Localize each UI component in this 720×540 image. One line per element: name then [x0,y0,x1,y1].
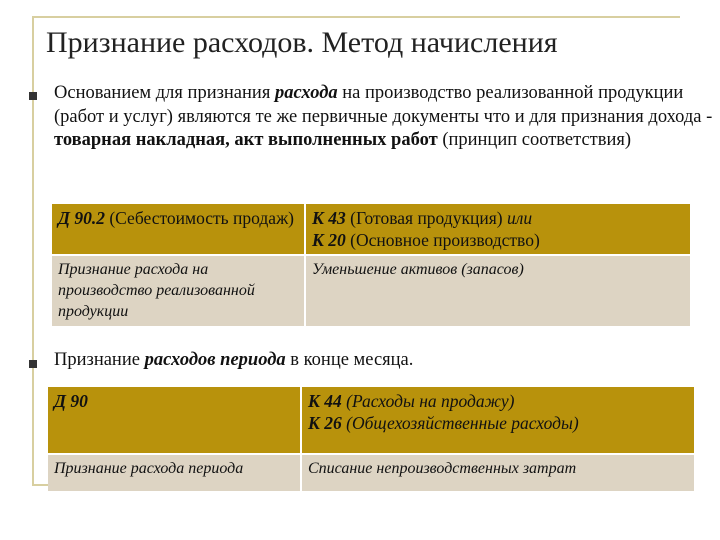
credit-account-43-name: (Готовая продукция) [345,208,507,228]
debit-cell [52,204,304,254]
debit-account: Д 90.2 [58,208,105,228]
posting-table-period-expenses [46,385,696,493]
debit-description: Признание расхода на производство реализованной продукции [52,256,304,326]
credit-cell [302,387,694,453]
or-connector: или [506,208,533,228]
para2-emphasis-period-expenses: расходов периода [144,350,286,370]
bullet-square-icon [29,92,37,100]
frame-left-line [32,16,34,486]
paragraph-period-expenses [54,350,413,371]
credit-account-44: К 44 [308,391,342,411]
credit-account-44-name: (Расходы на продажу) [341,391,515,411]
para1-text-3: (принцип соответствия) [437,130,632,150]
debit-description: Признание расхода периода [48,455,300,491]
frame-top-line [32,16,680,18]
para2-text-2: в конце месяца. [285,350,414,370]
para1-text-1: Основанием для признания [54,83,275,103]
debit-account: Д 90 [54,391,88,411]
para2-text-1: Признание [54,350,145,370]
para1-emphasis-expense: расхода [274,83,338,103]
slide-title: Признание расходов. Метод начисления [46,26,558,59]
posting-table-cost-of-sales [50,202,692,328]
credit-account-20: К 20 [312,230,346,250]
paragraph-basis [54,82,714,153]
credit-account-26-name: (Общехозяйственные расходы) [341,413,579,433]
bullet-square-icon [29,360,37,368]
para1-text-2: на производство реализованной продукции (работ и услуг) являются те же первичные документы что и для признания дохода - [54,83,713,127]
debit-cell [48,387,300,453]
debit-account-name: (Себестоимость продаж) [104,208,294,228]
credit-description: Уменьшение активов (запасов) [306,256,690,326]
credit-cell [306,204,690,254]
credit-account-43: К 43 [312,208,346,228]
para1-emphasis-documents: товарная накладная, акт выполненных работ [54,130,438,150]
credit-account-26: К 26 [308,413,342,433]
credit-description: Списание непроизводственных затрат [302,455,694,491]
credit-account-20-name: (Основное производство) [345,230,540,250]
